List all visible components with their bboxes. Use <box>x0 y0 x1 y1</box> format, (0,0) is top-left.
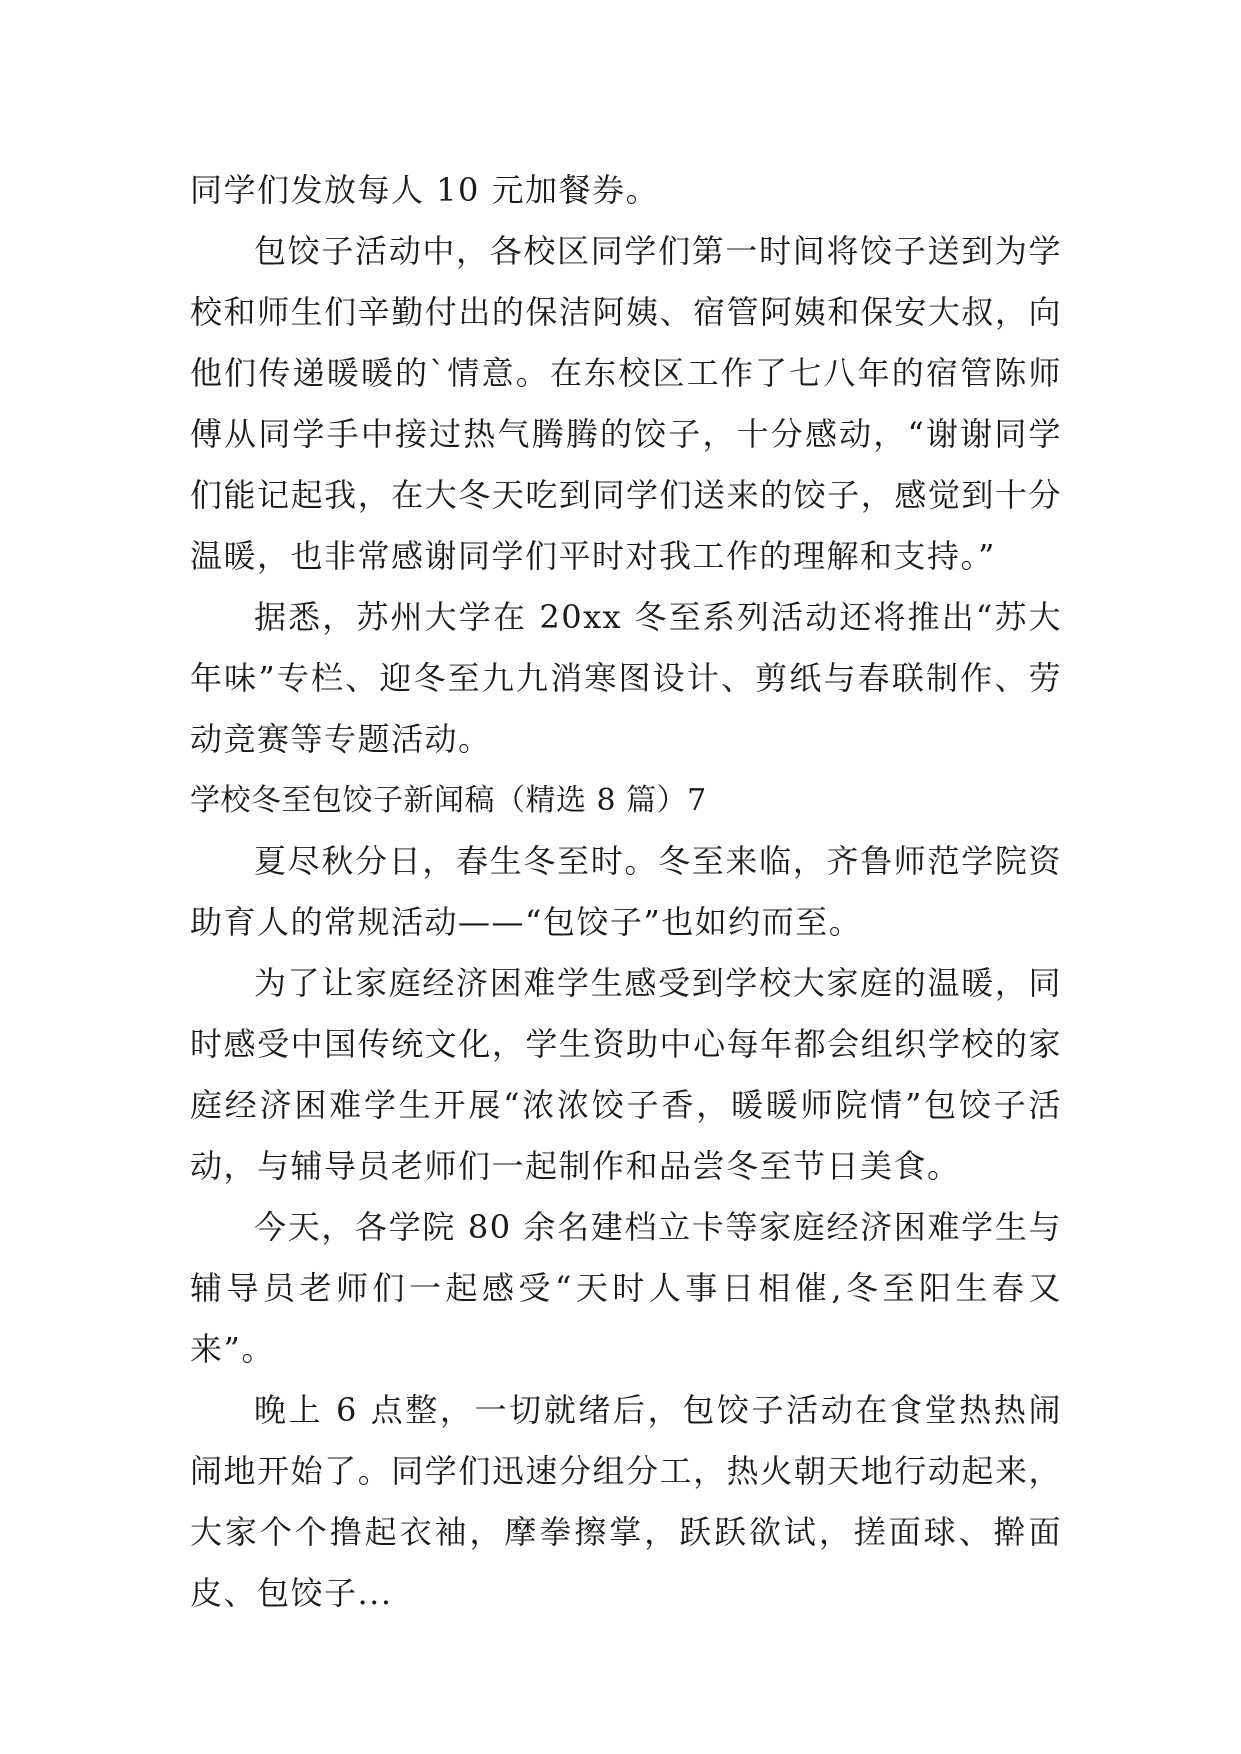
document-body <box>190 160 1062 1624</box>
paragraph: 今天，各学院 80 余名建档立卡等家庭经济困难学生与辅导员老师们一起感受“天时人事日相催,冬至阳生春又来”。 <box>190 1208 1062 1368</box>
paragraph: 包饺子活动中，各校区同学们第一时间将饺子送到为学校和师生们辛勤付出的保洁阿姨、宿管阿姨和保安大叔，向他们传递暖暖的`情意。在东校区工作了七八年的宿管陈师傅从同学手中接过热气腾腾的饺子，十分感动，“谢谢同学们能记起我，在大冬天吃到同学们送来的饺子，感觉到十分温暖，也非常感谢同学们平时对我工作的理解和支持。” <box>190 232 1062 575</box>
paragraph-continued: 同学们发放每人 10 元加餐券。 <box>190 171 660 209</box>
paragraph: 夏尽秋分日，春生冬至时。冬至来临，齐鲁师范学院资助育人的常规活动——“包饺子”也如约而至。 <box>190 842 1062 941</box>
paragraph: 为了让家庭经济困难学生感受到学校大家庭的温暖，同时感受中国传统文化，学生资助中心每年都会组织学校的家庭经济困难学生开展“浓浓饺子香，暖暖师院情”包饺子活动，与辅导员老师们一起制作和品尝冬至节日美食。 <box>190 964 1062 1185</box>
section-heading: 学校冬至包饺子新闻稿（精选 8 篇）7 <box>190 783 707 818</box>
paragraph: 晚上 6 点整，一切就绪后，包饺子活动在食堂热热闹闹地开始了。同学们迅速分组分工，热火朝天地行动起来，大家个个撸起衣袖，摩拳擦掌，跃跃欲试，搓面球、擀面皮、包饺子... <box>190 1391 1062 1612</box>
paragraph: 据悉，苏州大学在 20xx 冬至系列活动还将推出“苏大年味”专栏、迎冬至九九消寒图设计、剪纸与春联制作、劳动竞赛等专题活动。 <box>190 598 1062 758</box>
